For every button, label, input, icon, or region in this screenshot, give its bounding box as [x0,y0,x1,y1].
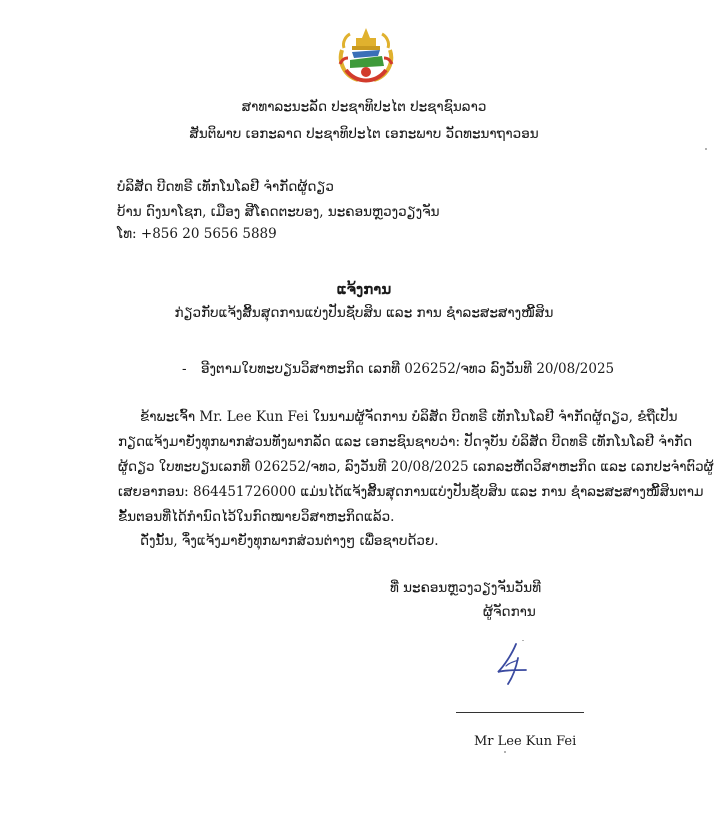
company-address: ບ້ານ ດົງນາໂຊກ, ເມືອງ ສີໂຄດຕະບອງ, ນະຄອນຫຼວງວຽງຈັນ [117,204,440,220]
signature-role: ຜູ້ຈັດການ [483,604,536,620]
body-line-4: ເສຍອາກອນ: 864451726000 ແມ່ນໄດ້ແຈ້ງສິ້ນສຸດການແບ່ງປັນຊັບສິນ ແລະ ການ ຊໍາລະສະສາງໜີ້ສິນຕາມ [118,484,704,500]
body-line-2: ກຽດແຈ້ງມາຍັງທຸກພາກສ່ວນທັງພາກລັດ ແລະ ເອກະຊົນຊາບວ່າ: ປັດຈຸບັນ ບໍລິສັດ ບີດທຣີ ເທັກໂນໂລຢີ ຈຳກັດ [118,434,693,450]
notice-subtitle: ກ່ຽວກັບແຈ້ງສິ້ນສຸດການແບ່ງປັນຊັບສິນ ແລະ ການ ຊໍາລະສະສາງໜີ້ສິນ [174,305,554,321]
header-motto: ສັນຕິພາບ ເອກະລາດ ປະຊາທິປະໄຕ ເອກະພາບ ວັດທະນາຖາວອນ [189,126,539,142]
notice-title: ແຈ້ງການ [336,280,392,298]
company-phone: ໂທ: +856 20 5656 5889 [117,226,277,242]
reference-line: ອີງຕາມໃບທະບຽນວິສາຫະກິດ ເລກທີ 026252/ຈທວ ລົງວັນທີ 20/08/2025 [201,361,615,377]
scan-speck [504,751,506,753]
scan-speck [705,148,707,150]
reference-bullet: - [182,361,187,377]
body-paragraph-2: ດັ່ງນັ້ນ, ຈຶ່ງແຈ້ງມາຍັງທຸກພາກສ່ວນຕ່າງໆ ເພື່ອຊາບດ້ວຍ. [140,533,439,549]
header-country: ສາທາລະນະລັດ ປະຊາທິປະໄຕ ປະຊາຊົນລາວ [241,99,487,115]
signature-line [456,712,584,713]
scan-speck [522,640,524,641]
body-line-1: ຂ້າພະເຈົ້າ Mr. Lee Kun Fei ໃນນາມຜູ້ຈັດການ ບໍລິສັດ ບີດທຣີ ເທັກໂນໂລຢີ ຈຳກັດຜູ້ດຽວ, ຂໍຖືເປັນ [140,409,678,425]
national-emblem-icon [332,20,400,86]
body-line-3: ຜູ້ດຽວ ໃບທະບຽນເລກທີ 026252/ຈທວ, ລົງວັນທີ 20/08/2025 ເລກລະຫັດວິສາຫະກິດ ແລະ ເລກປະຈຳຕົວຜູ້ [118,459,714,475]
signature-place-date: ທີ່ ນະຄອນຫຼວງວຽງຈັນວັນທີ [390,580,542,596]
handwritten-signature [492,640,532,688]
company-name: ບໍລິສັດ ບີດທຣີ ເທັກໂນໂລຢີ ຈຳກັດຜູ້ດຽວ [117,179,334,195]
body-line-5: ຂັ້ນຕອນທີ່ໄດ້ກຳນົດໄວ້ໃນກົດໝາຍວິສາຫະກິດແລ້ວ. [118,509,395,525]
signatory-name: Mr Lee Kun Fei [474,734,577,749]
